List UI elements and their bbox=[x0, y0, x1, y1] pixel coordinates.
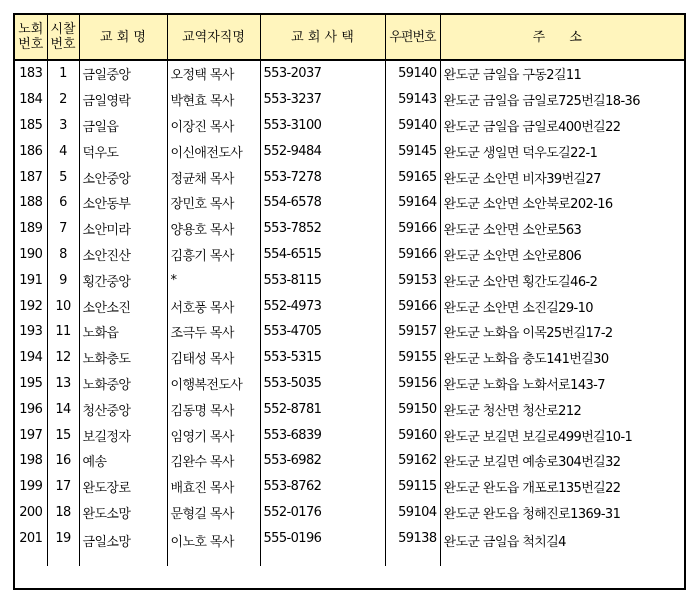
cell-no: 200 bbox=[19, 504, 43, 520]
table-row bbox=[15, 267, 684, 293]
cell-phone: 552-8781 bbox=[260, 396, 385, 422]
cell-city-no: 3 bbox=[47, 113, 79, 139]
cell-address: 완도군 노화읍 이목25번길17-2 bbox=[440, 319, 684, 345]
cell-city-no: 4 bbox=[47, 138, 79, 164]
cell-city-no: 19 bbox=[47, 525, 79, 566]
cell-phone: 553-3237 bbox=[260, 87, 385, 113]
cell-pastor: * bbox=[167, 267, 260, 293]
cell-no: 185 bbox=[19, 117, 43, 133]
cell-pastor: 박현효 목사 bbox=[167, 87, 260, 113]
cell-zip: 59166 bbox=[385, 293, 440, 319]
table-row bbox=[15, 396, 684, 422]
cell-address: 완도군 보길면 보길로499번길10-1 bbox=[440, 422, 684, 448]
cell-city-no: 11 bbox=[47, 319, 79, 345]
table-row bbox=[15, 293, 684, 319]
header-address: 주 소 bbox=[440, 15, 684, 60]
cell-city-no: 16 bbox=[47, 448, 79, 474]
cell-city-no: 15 bbox=[47, 422, 79, 448]
cell-phone: 552-9484 bbox=[260, 138, 385, 164]
cell-church-name: 금일중앙 bbox=[79, 60, 167, 87]
cell-zip: 59140 bbox=[385, 113, 440, 139]
cell-zip: 59150 bbox=[385, 396, 440, 422]
cell-phone: 553-6982 bbox=[260, 448, 385, 474]
table-row bbox=[15, 190, 684, 216]
cell-city-no: 2 bbox=[47, 87, 79, 113]
cell-city-no: 13 bbox=[47, 371, 79, 397]
cell-no: 189 bbox=[19, 221, 43, 237]
cell-phone: 553-5315 bbox=[260, 345, 385, 371]
cell-no: 198 bbox=[19, 453, 43, 469]
table-row bbox=[15, 448, 684, 474]
church-directory-table-frame bbox=[13, 13, 686, 590]
cell-address: 완도군 노화읍 충도141번길30 bbox=[440, 345, 684, 371]
cell-pastor: 문형길 목사 bbox=[167, 500, 260, 526]
cell-address: 완도군 노화읍 노화서로143-7 bbox=[440, 371, 684, 397]
cell-no: 197 bbox=[19, 427, 43, 443]
cell-church-name: 소안동부 bbox=[79, 190, 167, 216]
cell-pastor: 양용호 목사 bbox=[167, 216, 260, 242]
cell-zip: 59166 bbox=[385, 242, 440, 268]
cell-pastor: 오정택 목사 bbox=[167, 60, 260, 87]
cell-church-name: 노화읍 bbox=[79, 319, 167, 345]
table-row bbox=[15, 164, 684, 190]
table-body bbox=[15, 60, 684, 566]
cell-pastor: 이노호 목사 bbox=[167, 525, 260, 566]
cell-city-no: 14 bbox=[47, 396, 79, 422]
cell-church-name: 덕우도 bbox=[79, 138, 167, 164]
table-row bbox=[15, 87, 684, 113]
cell-zip: 59143 bbox=[385, 87, 440, 113]
cell-zip: 59153 bbox=[385, 267, 440, 293]
cell-address: 완도군 소안면 소진길29-10 bbox=[440, 293, 684, 319]
cell-city-no: 18 bbox=[47, 500, 79, 526]
cell-no: 187 bbox=[19, 169, 43, 185]
cell-no: 190 bbox=[19, 246, 43, 262]
cell-pastor: 임영기 목사 bbox=[167, 422, 260, 448]
cell-pastor: 이신애전도사 bbox=[167, 138, 260, 164]
table-row bbox=[15, 422, 684, 448]
table-row bbox=[15, 525, 684, 566]
table-row bbox=[15, 345, 684, 371]
cell-city-no: 8 bbox=[47, 242, 79, 268]
cell-pastor: 김태성 목사 bbox=[167, 345, 260, 371]
table-row bbox=[15, 371, 684, 397]
cell-no: 195 bbox=[19, 375, 43, 391]
cell-zip: 59165 bbox=[385, 164, 440, 190]
cell-pastor: 김동명 목사 bbox=[167, 396, 260, 422]
cell-phone: 553-8115 bbox=[260, 267, 385, 293]
cell-church-name: 금일읍 bbox=[79, 113, 167, 139]
cell-address: 완도군 보길면 예송로304번길32 bbox=[440, 448, 684, 474]
cell-church-name: 노화중앙 bbox=[79, 371, 167, 397]
cell-no: 184 bbox=[19, 92, 43, 108]
cell-zip: 59138 bbox=[385, 525, 440, 566]
cell-city-no: 7 bbox=[47, 216, 79, 242]
cell-zip: 59155 bbox=[385, 345, 440, 371]
header-zip: 우편번호 bbox=[385, 15, 440, 60]
cell-zip: 59115 bbox=[385, 474, 440, 500]
cell-address: 완도군 완도읍 청해진로1369-31 bbox=[440, 500, 684, 526]
header-phone: 교 회 사 택 bbox=[260, 15, 385, 60]
cell-phone: 553-5035 bbox=[260, 371, 385, 397]
cell-phone: 553-2037 bbox=[260, 60, 385, 87]
cell-no: 201 bbox=[19, 531, 43, 547]
cell-church-name: 완도소망 bbox=[79, 500, 167, 526]
cell-church-name: 예송 bbox=[79, 448, 167, 474]
cell-address: 완도군 소안면 소안로563 bbox=[440, 216, 684, 242]
header-pastor: 교역자직명 bbox=[167, 15, 260, 60]
cell-pastor: 서호풍 목사 bbox=[167, 293, 260, 319]
cell-pastor: 조극두 목사 bbox=[167, 319, 260, 345]
cell-address: 완도군 청산면 청산로212 bbox=[440, 396, 684, 422]
cell-no: 186 bbox=[19, 143, 43, 159]
cell-phone: 555-0196 bbox=[260, 525, 385, 566]
cell-phone: 553-4705 bbox=[260, 319, 385, 345]
cell-zip: 59157 bbox=[385, 319, 440, 345]
cell-no: 194 bbox=[19, 350, 43, 366]
cell-church-name: 소안중앙 bbox=[79, 164, 167, 190]
cell-zip: 59104 bbox=[385, 500, 440, 526]
cell-church-name: 소안진산 bbox=[79, 242, 167, 268]
cell-phone: 552-4973 bbox=[260, 293, 385, 319]
cell-pastor: 이장진 목사 bbox=[167, 113, 260, 139]
cell-address: 완도군 소안면 비자39번길27 bbox=[440, 164, 684, 190]
cell-church-name: 청산중앙 bbox=[79, 396, 167, 422]
cell-church-name: 완도장로 bbox=[79, 474, 167, 500]
cell-zip: 59140 bbox=[385, 60, 440, 87]
cell-address: 완도군 금일읍 척치길4 bbox=[440, 525, 684, 566]
cell-no: 191 bbox=[19, 272, 43, 288]
header-no: 노회 번호 bbox=[15, 15, 47, 60]
cell-pastor: 정균채 목사 bbox=[167, 164, 260, 190]
cell-no: 196 bbox=[19, 401, 43, 417]
cell-pastor: 장민호 목사 bbox=[167, 190, 260, 216]
cell-city-no: 10 bbox=[47, 293, 79, 319]
cell-zip: 59164 bbox=[385, 190, 440, 216]
church-directory-table bbox=[15, 15, 684, 566]
cell-city-no: 5 bbox=[47, 164, 79, 190]
cell-phone: 553-6839 bbox=[260, 422, 385, 448]
cell-zip: 59162 bbox=[385, 448, 440, 474]
cell-address: 완도군 생일면 덕우도길22-1 bbox=[440, 138, 684, 164]
cell-no: 183 bbox=[19, 66, 43, 82]
table-row bbox=[15, 242, 684, 268]
cell-city-no: 6 bbox=[47, 190, 79, 216]
cell-zip: 59166 bbox=[385, 216, 440, 242]
cell-city-no: 1 bbox=[47, 60, 79, 87]
cell-church-name: 횡간중앙 bbox=[79, 267, 167, 293]
cell-no: 193 bbox=[19, 324, 43, 340]
cell-address: 완도군 금일읍 금일로725번길18-36 bbox=[440, 87, 684, 113]
cell-city-no: 12 bbox=[47, 345, 79, 371]
cell-phone: 553-8762 bbox=[260, 474, 385, 500]
cell-zip: 59156 bbox=[385, 371, 440, 397]
cell-no: 199 bbox=[19, 479, 43, 495]
table-row bbox=[15, 138, 684, 164]
cell-address: 완도군 소안면 소안로806 bbox=[440, 242, 684, 268]
cell-no: 188 bbox=[19, 195, 43, 211]
table-row bbox=[15, 60, 684, 87]
cell-church-name: 금일영락 bbox=[79, 87, 167, 113]
cell-church-name: 보길정자 bbox=[79, 422, 167, 448]
cell-pastor: 김흥기 목사 bbox=[167, 242, 260, 268]
table-row bbox=[15, 113, 684, 139]
table-row bbox=[15, 216, 684, 242]
cell-address: 완도군 완도읍 개포로135번길22 bbox=[440, 474, 684, 500]
cell-phone: 553-7278 bbox=[260, 164, 385, 190]
cell-phone: 554-6578 bbox=[260, 190, 385, 216]
cell-phone: 552-0176 bbox=[260, 500, 385, 526]
cell-pastor: 이행복전도사 bbox=[167, 371, 260, 397]
cell-church-name: 노화충도 bbox=[79, 345, 167, 371]
cell-city-no: 9 bbox=[47, 267, 79, 293]
cell-phone: 553-7852 bbox=[260, 216, 385, 242]
cell-pastor: 김완수 목사 bbox=[167, 448, 260, 474]
table-row bbox=[15, 474, 684, 500]
cell-zip: 59145 bbox=[385, 138, 440, 164]
cell-church-name: 소안소진 bbox=[79, 293, 167, 319]
cell-city-no: 17 bbox=[47, 474, 79, 500]
cell-address: 완도군 소안면 횡간도길46-2 bbox=[440, 267, 684, 293]
header-church-name: 교 회 명 bbox=[79, 15, 167, 60]
cell-church-name: 소안미라 bbox=[79, 216, 167, 242]
cell-no: 192 bbox=[19, 298, 43, 314]
table-row bbox=[15, 319, 684, 345]
table-row bbox=[15, 500, 684, 526]
cell-pastor: 배효진 목사 bbox=[167, 474, 260, 500]
cell-address: 완도군 금일읍 금일로400번길22 bbox=[440, 113, 684, 139]
cell-address: 완도군 소안면 소안북로202-16 bbox=[440, 190, 684, 216]
header-city-no: 시찰 번호 bbox=[47, 15, 79, 60]
cell-phone: 553-3100 bbox=[260, 113, 385, 139]
cell-address: 완도군 금일읍 구동2길11 bbox=[440, 60, 684, 87]
cell-church-name: 금일소망 bbox=[79, 525, 167, 566]
cell-zip: 59160 bbox=[385, 422, 440, 448]
table-header bbox=[15, 15, 684, 60]
cell-phone: 554-6515 bbox=[260, 242, 385, 268]
